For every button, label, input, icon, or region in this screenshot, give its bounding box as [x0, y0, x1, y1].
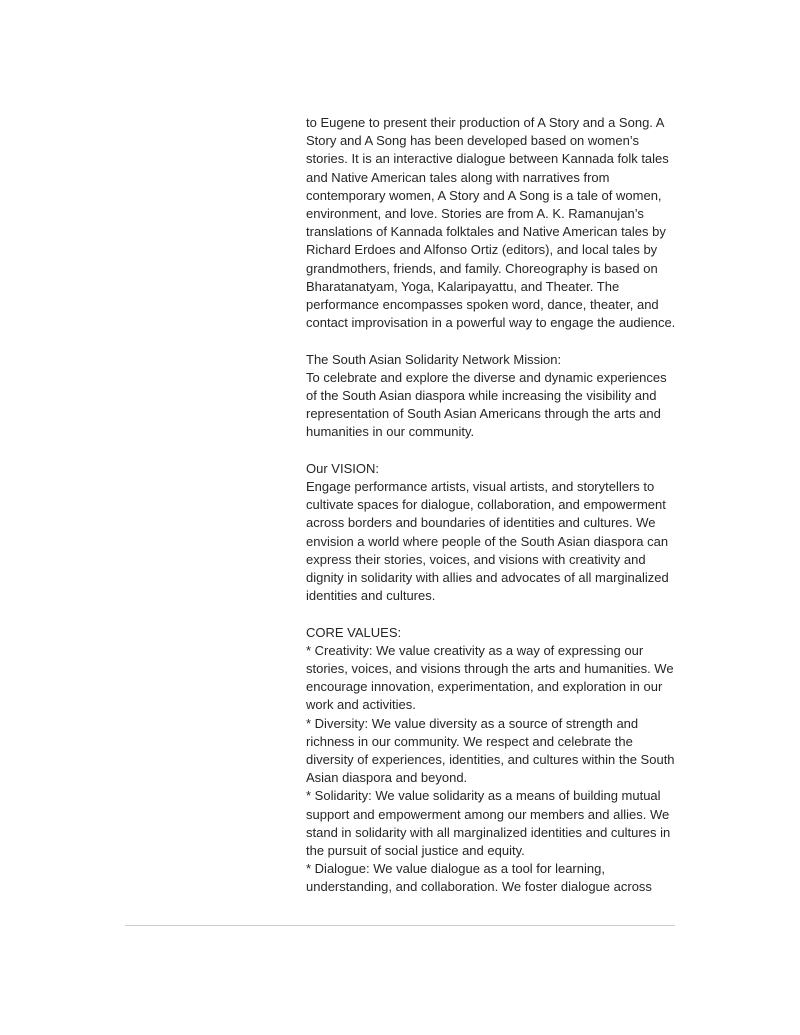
- value-dialogue: * Dialogue: We value dialogue as a tool for learning, understanding, and collaboration. We foster dialogue across: [306, 861, 652, 895]
- paragraph-gap: [306, 442, 678, 460]
- vision-section: [306, 460, 678, 606]
- value-solidarity: * Solidarity: We value solidarity as a means of building mutual support and empowerment among our members and allies. We stand in solidarity with all marginalized identities and cultures in the pursuit of social justice and equity.: [306, 788, 671, 859]
- intro-paragraph: to Eugene to present their production of A Story and a Song. A Story and A Song has been developed based on women’s stories. It is an interactive dialogue between Kannada folk tales and Native American tales along with narratives from contemporary women, A Story and A Song is a tale of women, environment, and love. Stories are from A. K. Ramanujan’s translations of Kannada folktales and Native American tales by Richard Erdoes and Alfonso Ortiz (editors), and local tales by grandmothers, friends, and family. Choreography is based on Bharatanatyam, Yoga, Kalaripayattu, and Theater. The performance encompasses spoken word, dance, theater, and contact improvisation in a powerful way to engage the audience.: [306, 115, 676, 331]
- paragraph-gap: [306, 605, 678, 623]
- document-body: [306, 114, 678, 897]
- mission-heading: The South Asian Solidarity Network Mission:: [306, 351, 562, 367]
- mission-section: [306, 351, 678, 442]
- value-diversity: * Diversity: We value diversity as a source of strength and richness in our community. We respect and celebrate the diversity of experiences, identities, and cultures within the South Asian diaspora and beyond.: [306, 715, 675, 786]
- core-values-heading: CORE VALUES:: [306, 624, 402, 640]
- page-bottom-divider: [125, 925, 675, 926]
- paragraph-gap: [306, 332, 678, 350]
- value-creativity: * Creativity: We value creativity as a way of expressing our stories, voices, and visions through the arts and humanities. We encourage innovation, experimentation, and exploration in our work and activities.: [306, 642, 674, 713]
- mission-body: To celebrate and explore the diverse and dynamic experiences of the South Asian diaspora while increasing the visibility and representation of South Asian Americans through the arts and humanities in our community.: [306, 369, 667, 440]
- vision-body: Engage performance artists, visual artists, and storytellers to cultivate spaces for dialogue, collaboration, and empowerment across borders and boundaries of identities and cultures. We envision a world where people of the South Asian diaspora can express their stories, voices, and visions with creativity and dignity in solidarity with allies and advocates of all marginalized identities and cultures.: [306, 479, 669, 604]
- vision-heading: Our VISION:: [306, 460, 379, 476]
- core-values-section: [306, 624, 678, 897]
